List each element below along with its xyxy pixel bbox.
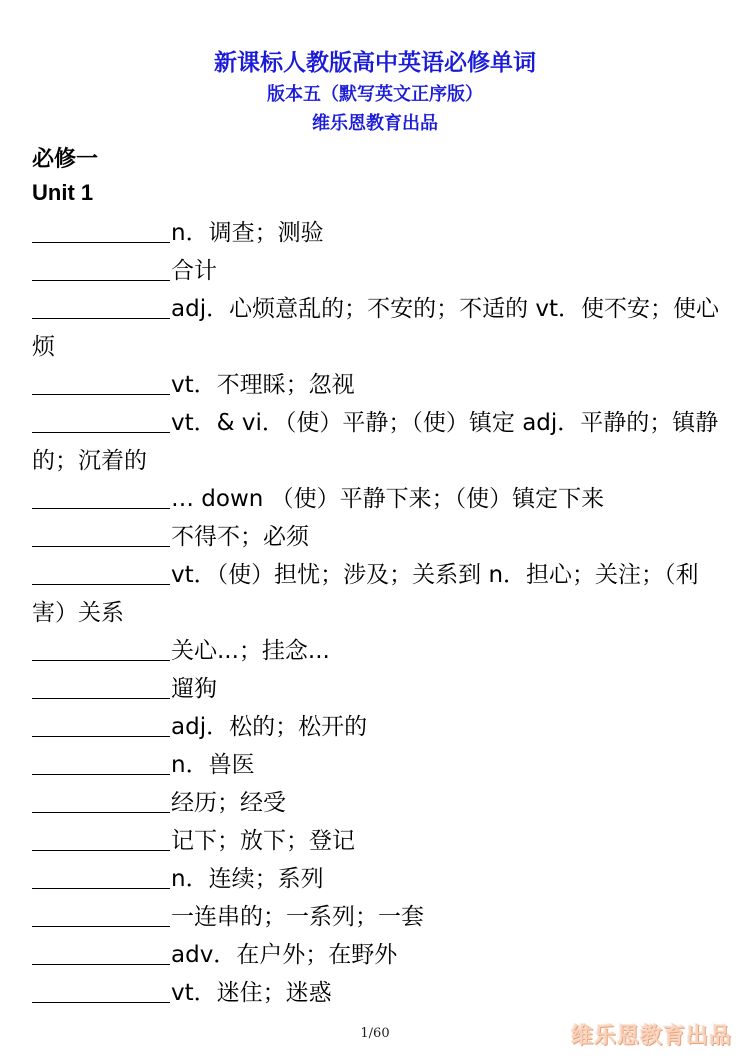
list-item: [32, 518, 722, 556]
answer-blank: [32, 558, 170, 585]
list-item: [32, 632, 722, 670]
answer-blank: [32, 976, 170, 1003]
answer-blank: [32, 368, 170, 395]
page-number: 1/60: [360, 1026, 390, 1041]
list-item: [32, 822, 722, 860]
document-title: 新课标人教版高中英语必修单词: [214, 50, 536, 76]
list-item: [32, 290, 722, 366]
list-item: [32, 936, 722, 974]
answer-blank: [32, 406, 170, 433]
list-item: [32, 708, 722, 746]
answer-blank: [32, 900, 170, 927]
entry-definition: 经历；经受: [171, 790, 286, 816]
entry-definition: n．连续；系列: [171, 866, 324, 892]
answer-blank: [32, 710, 170, 737]
entry-definition: 合计: [171, 258, 217, 284]
entry-definition: 记下；放下；登记: [171, 828, 355, 854]
answer-blank: [32, 292, 170, 319]
document-subtitle: 版本五（默写英文正序版）: [267, 84, 483, 105]
answer-blank: [32, 672, 170, 699]
entry-definition: vt．迷住；迷惑: [171, 980, 332, 1006]
list-item: [32, 974, 722, 1012]
entry-definition: 不得不；必须: [171, 524, 309, 550]
publisher-line: 维乐恩教育出品: [312, 113, 438, 134]
list-item: [32, 784, 722, 822]
list-item: [32, 252, 722, 290]
entry-definition: adj．心烦意乱的；不安的；不适的 vt．使不安；使心烦: [32, 296, 720, 360]
entry-definition: vt．不理睬；忽视: [171, 372, 355, 398]
list-item: [32, 214, 722, 252]
list-item: [32, 860, 722, 898]
entry-definition: … down （使）平静下来；（使）镇定下来: [171, 486, 605, 512]
entry-definition: 遛狗: [171, 676, 217, 702]
section-heading: 必修一: [32, 147, 99, 172]
entry-definition: n．调查；测验: [171, 220, 324, 246]
list-item: [32, 746, 722, 784]
answer-blank: [32, 254, 170, 281]
answer-blank: [32, 748, 170, 775]
list-item: [32, 366, 722, 404]
list-item: [32, 670, 722, 708]
answer-blank: [32, 520, 170, 547]
answer-blank: [32, 634, 170, 661]
entry-definition: n．兽医: [171, 752, 255, 778]
answer-blank: [32, 216, 170, 243]
entry-definition: vt．（使）担忧；涉及；关系到 n．担心；关注；（利害）关系: [32, 562, 699, 626]
answer-blank: [32, 482, 170, 509]
answer-blank: [32, 938, 170, 965]
answer-blank: [32, 786, 170, 813]
entry-definition: adj．松的；松开的: [171, 714, 368, 740]
list-item: [32, 898, 722, 936]
list-item: [32, 556, 722, 632]
answer-blank: [32, 862, 170, 889]
entry-definition: adv．在户外；在野外: [171, 942, 398, 968]
list-item: [32, 480, 722, 518]
entry-definition: vt．& vi．（使）平静；（使）镇定 adj．平静的；镇静的；沉着的: [32, 410, 719, 474]
entry-definition: 关心...；挂念...: [171, 638, 330, 664]
list-item: [32, 404, 722, 480]
unit-heading: Unit 1: [32, 180, 94, 205]
answer-blank: [32, 824, 170, 851]
vocabulary-list: [32, 214, 722, 1012]
entry-definition: 一连串的；一系列；一套: [171, 904, 424, 930]
watermark-logo: 维乐恩教育出品: [570, 1024, 732, 1049]
